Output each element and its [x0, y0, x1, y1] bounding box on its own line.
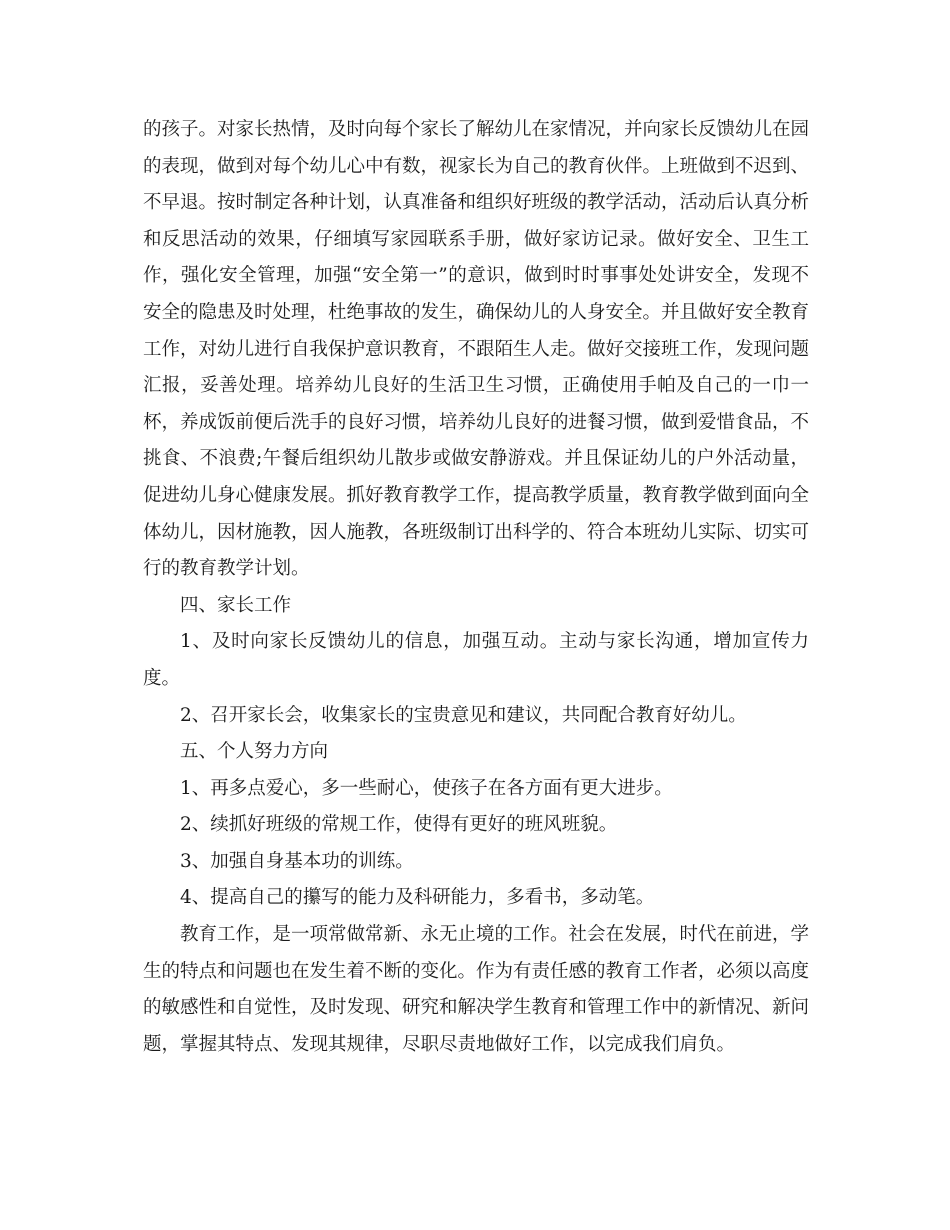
list-item: 2、续抓好班级的常规工作，使得有更好的班风班貌。: [180, 814, 618, 836]
section-heading-parent-work: 四、家长工作: [180, 594, 292, 616]
section-heading-personal-direction: 五、个人努力方向: [180, 741, 329, 763]
list-item: 2、召开家长会，收集家长的宝贵意见和建议，共同配合教育好幼儿。: [180, 704, 747, 726]
list-item: 1、再多点爱心，多一些耐心，使孩子在各方面有更大进步。: [180, 777, 673, 799]
list-item: 4、提高自己的攥写的能力及科研能力，多看书，多动笔。: [180, 887, 655, 909]
closing-paragraph: 教育工作，是一项常做常新、永无止境的工作。社会在发展，时代在前进，学生的特点和问题也在发生着不断的变化。作为有责任感的教育工作者，必须以高度的敏感性和自觉性，及时发现、研究和解决学生教育和管理工作中的新情况、新问题，掌握其特点、发现其规律，尽职尽责地做好工作，以完成我们肩负。: [143, 924, 810, 1055]
document-body: [143, 112, 809, 1063]
list-item: 3、加强自身基本功的训练。: [180, 850, 414, 872]
list-item: 1、及时向家长反馈幼儿的信息，加强互动。主动与家长沟通，增加宣传力度。: [143, 631, 809, 689]
paragraph-continuation: 的孩子。对家长热情，及时向每个家长了解幼儿在家情况，并向家长反馈幼儿在园的表现，做到对每个幼儿心中有数，视家长为自己的教育伙伴。上班做到不迟到、不早退。按时制定各种计划，认真准备和组织好班级的教学活动，活动后认真分析和反思活动的效果，仔细填写家园联系手册，做好家访记录。做好安全、卫生工作，强化安全管理，加强“安全第一”的意识，做到时时事事处处讲安全，发现不安全的隐患及时处理，杜绝事故的发生，确保幼儿的人身安全。并且做好安全教育工作，对幼儿进行自我保护意识教育，不跟陌生人走。做好交接班工作，发现问题汇报，妥善处理。培养幼儿良好的生活卫生习惯，正确使用手帕及自己的一巾一杯，养成饭前便后洗手的良好习惯，培养幼儿良好的进餐习惯，做到爱惜食品，不挑食、不浪费;午餐后组织幼儿散步或做安静游戏。并且保证幼儿的户外活动量，促进幼儿身心健康发展。抓好教育教学工作，提高教学质量，教育教学做到面向全体幼儿，因材施教，因人施教，各班级制订出科学的、符合本班幼儿实际、切实可行的教育教学计划。: [143, 119, 810, 580]
